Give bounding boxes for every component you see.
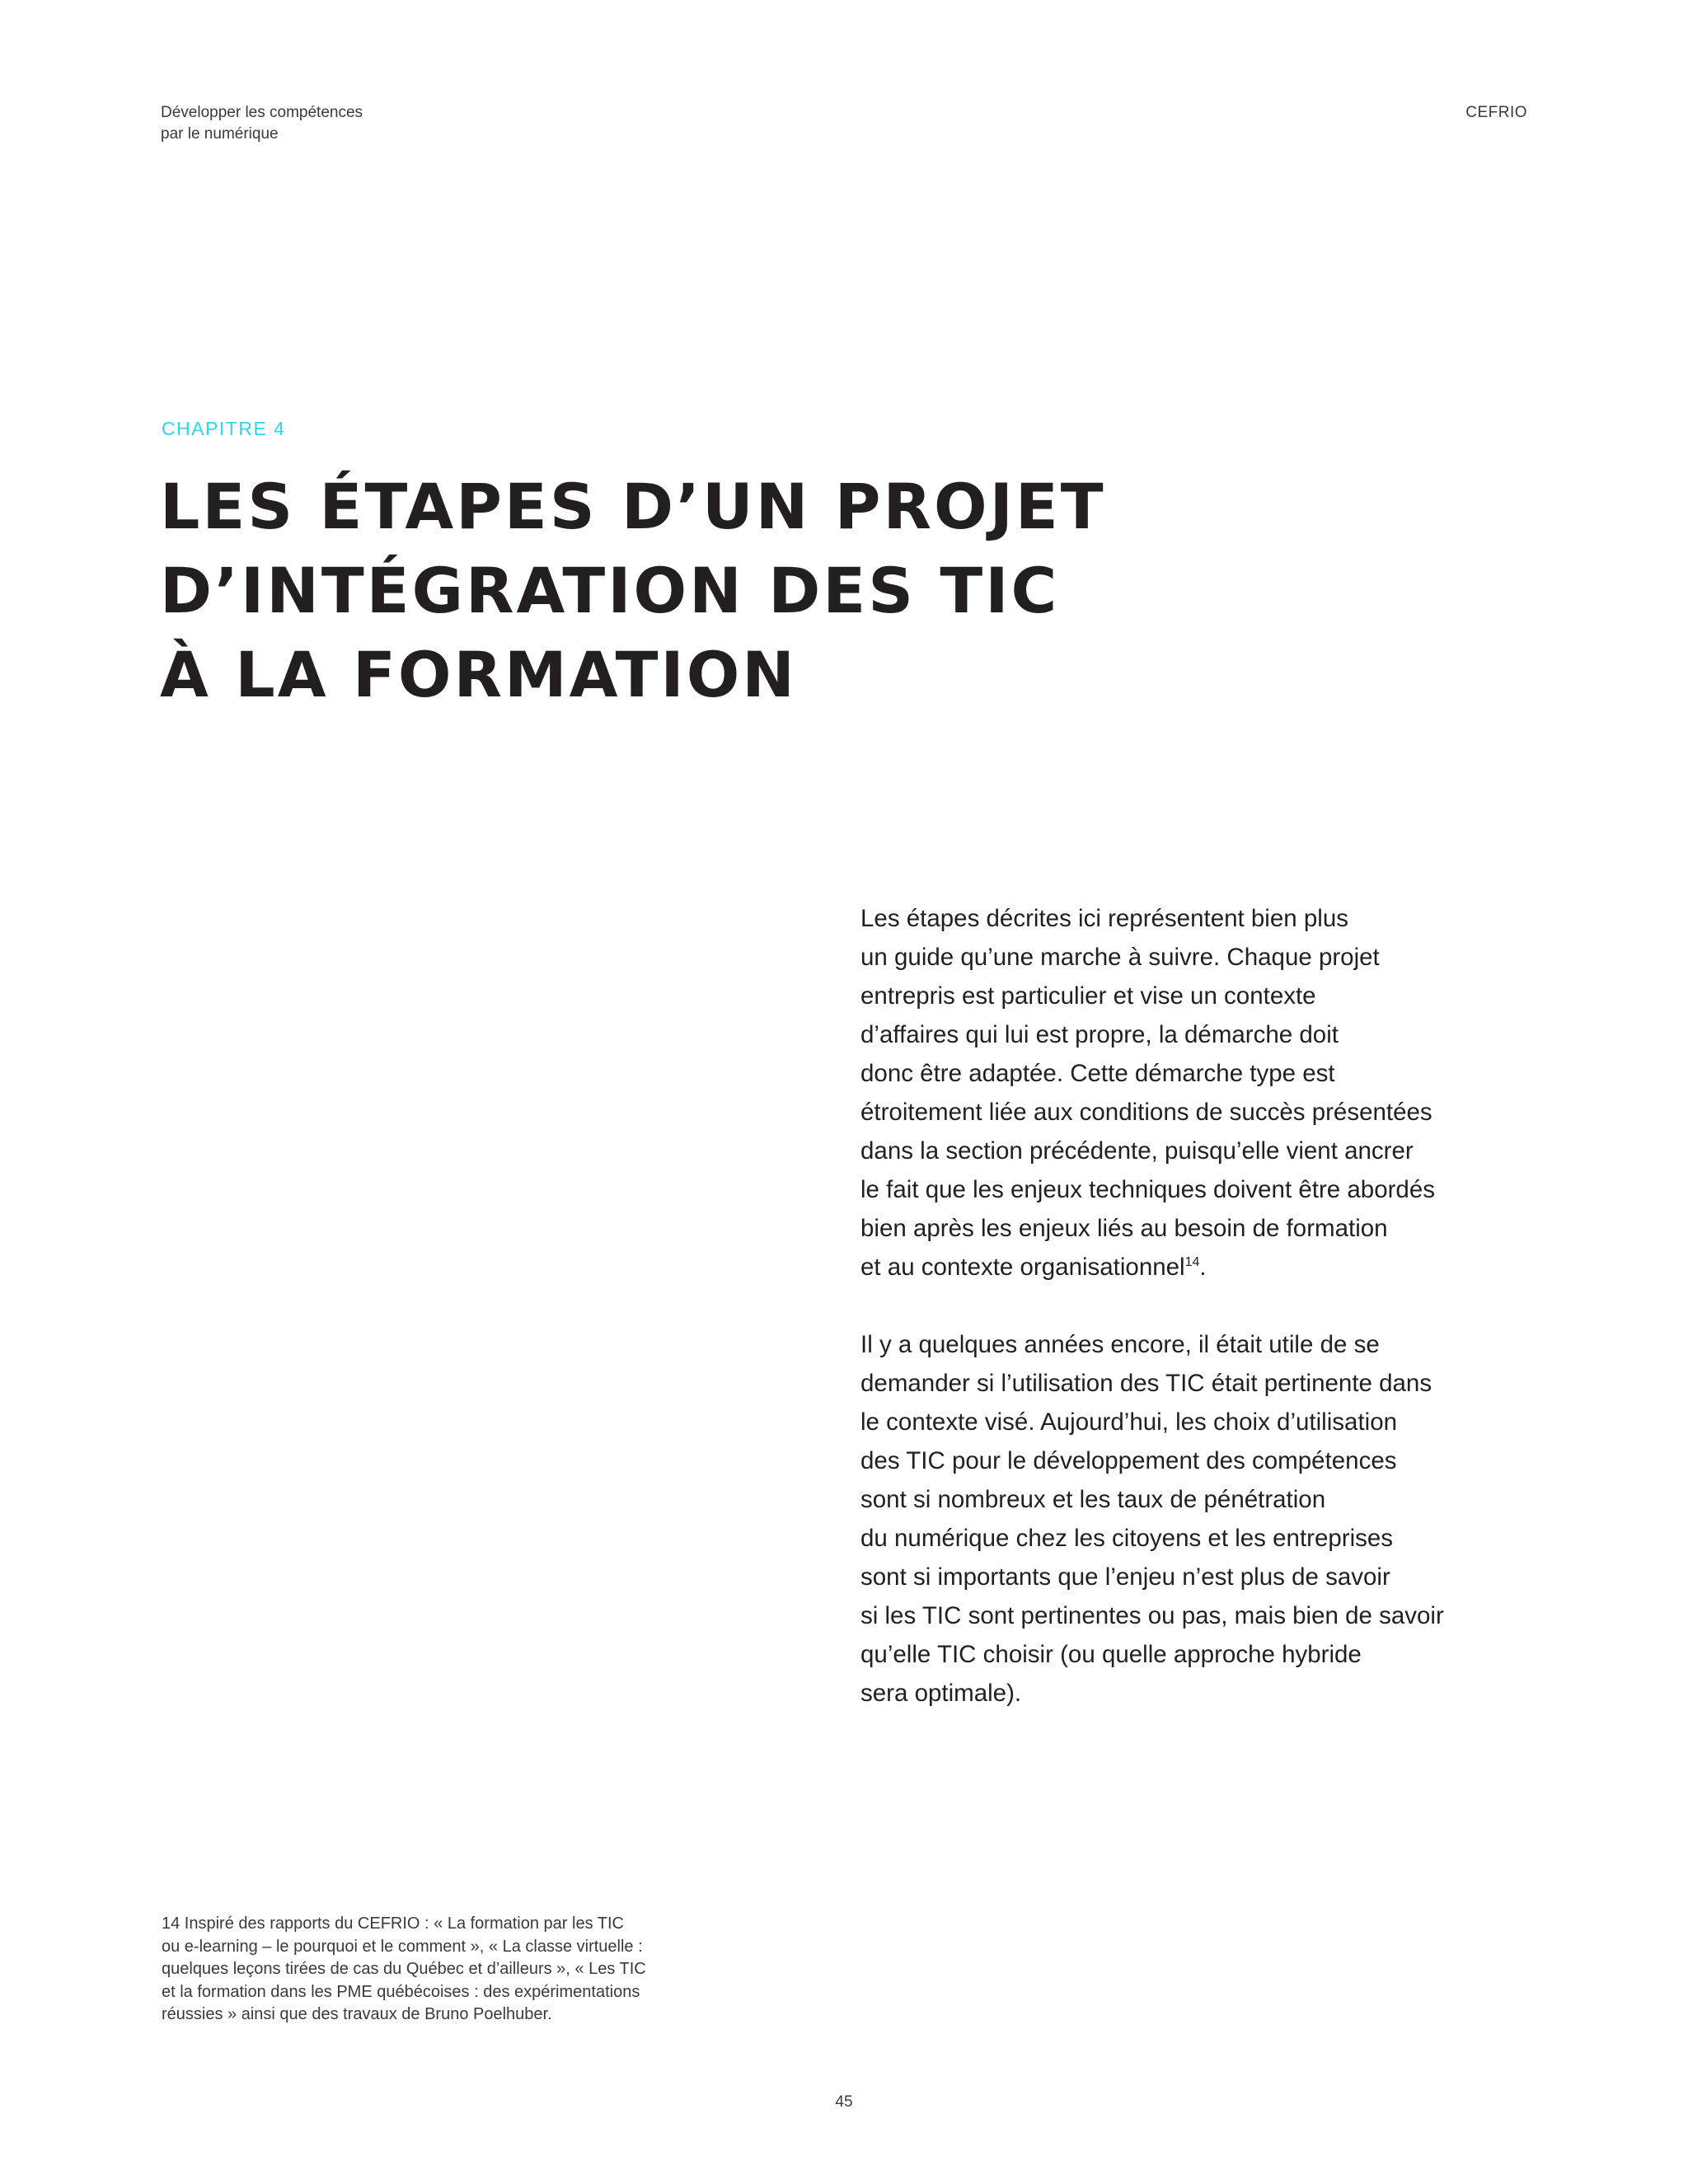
text-line: le fait que les enjeux techniques doivent être abordés	[860, 1176, 1435, 1203]
text-line: Les étapes décrites ici représentent bien plus	[860, 905, 1348, 932]
running-header-title	[161, 102, 363, 145]
footnote-line: et la formation dans les PME québécoises : des expérimentations	[162, 1982, 640, 2001]
text-fragment: .	[1199, 1254, 1207, 1281]
text-line: entrepris est particulier et vise un contexte	[860, 982, 1316, 1010]
text-line: du numérique chez les citoyens et les entreprises	[860, 1525, 1394, 1552]
text-line: Il y a quelques années encore, il était utile de se	[860, 1331, 1380, 1358]
chapter-title-line: LES ÉTAPES D’UN PROJET	[160, 470, 1106, 543]
text-line: qu’elle TIC choisir (ou quelle approche hybride	[860, 1641, 1362, 1668]
body-text	[860, 899, 1545, 1751]
text-line: si les TIC sont pertinentes ou pas, mais bien de savoir	[860, 1602, 1444, 1629]
text-line: sera optimale).	[860, 1680, 1022, 1707]
chapter-title-line: À LA FORMATION	[160, 638, 797, 711]
text-line: demander si l’utilisation des TIC était pertinente dans	[860, 1370, 1432, 1397]
running-header-line: par le numérique	[161, 125, 279, 143]
footnote-line: ou e-learning – le pourquoi et le comment », « La classe virtuelle :	[162, 1937, 643, 1956]
text-line: donc être adaptée. Cette démarche type est	[860, 1060, 1335, 1087]
footnote	[162, 1913, 788, 2027]
text-line-last	[860, 1248, 1545, 1286]
footnote-reference[interactable]: 14	[1184, 1255, 1200, 1270]
text-line: des TIC pour le développement des compétences	[860, 1447, 1397, 1474]
footnote-line: 14 Inspiré des rapports du CEFRIO : « La formation par les TIC	[162, 1915, 624, 1933]
footnote-line: quelques leçons tirées de cas du Québec et d’ailleurs », « Les TIC	[162, 1960, 646, 1978]
text-fragment: et au contexte organisationnel	[860, 1254, 1185, 1281]
footnote-line: réussies » ainsi que des travaux de Bruno Poelhuber.	[162, 2005, 552, 2023]
text-line: sont si importants que l’enjeu n’est plus de savoir	[860, 1563, 1390, 1591]
chapter-title	[160, 465, 1106, 717]
text-line: étroitement liée aux conditions de succès présentées	[860, 1099, 1432, 1126]
page-number: 45	[835, 2093, 853, 2111]
running-header-line: Développer les compétences	[161, 104, 363, 121]
chapter-label: CHAPITRE 4	[162, 418, 286, 439]
text-line: d’affaires qui lui est propre, la démarche doit	[860, 1021, 1339, 1048]
chapter-title-line: D’INTÉGRATION DES TIC	[160, 554, 1060, 627]
text-line: bien après les enjeux liés au besoin de formation	[860, 1215, 1388, 1242]
paragraph-2	[860, 1325, 1545, 1713]
text-line: le contexte visé. Aujourd’hui, les choix d’utilisation	[860, 1408, 1398, 1436]
text-line: un guide qu’une marche à suivre. Chaque projet	[860, 944, 1380, 971]
paragraph-1	[860, 899, 1545, 1286]
running-header-organization: CEFRIO	[1465, 104, 1527, 121]
text-line: dans la section précédente, puisqu’elle vient ancrer	[860, 1137, 1414, 1165]
text-line: sont si nombreux et les taux de pénétration	[860, 1486, 1326, 1513]
